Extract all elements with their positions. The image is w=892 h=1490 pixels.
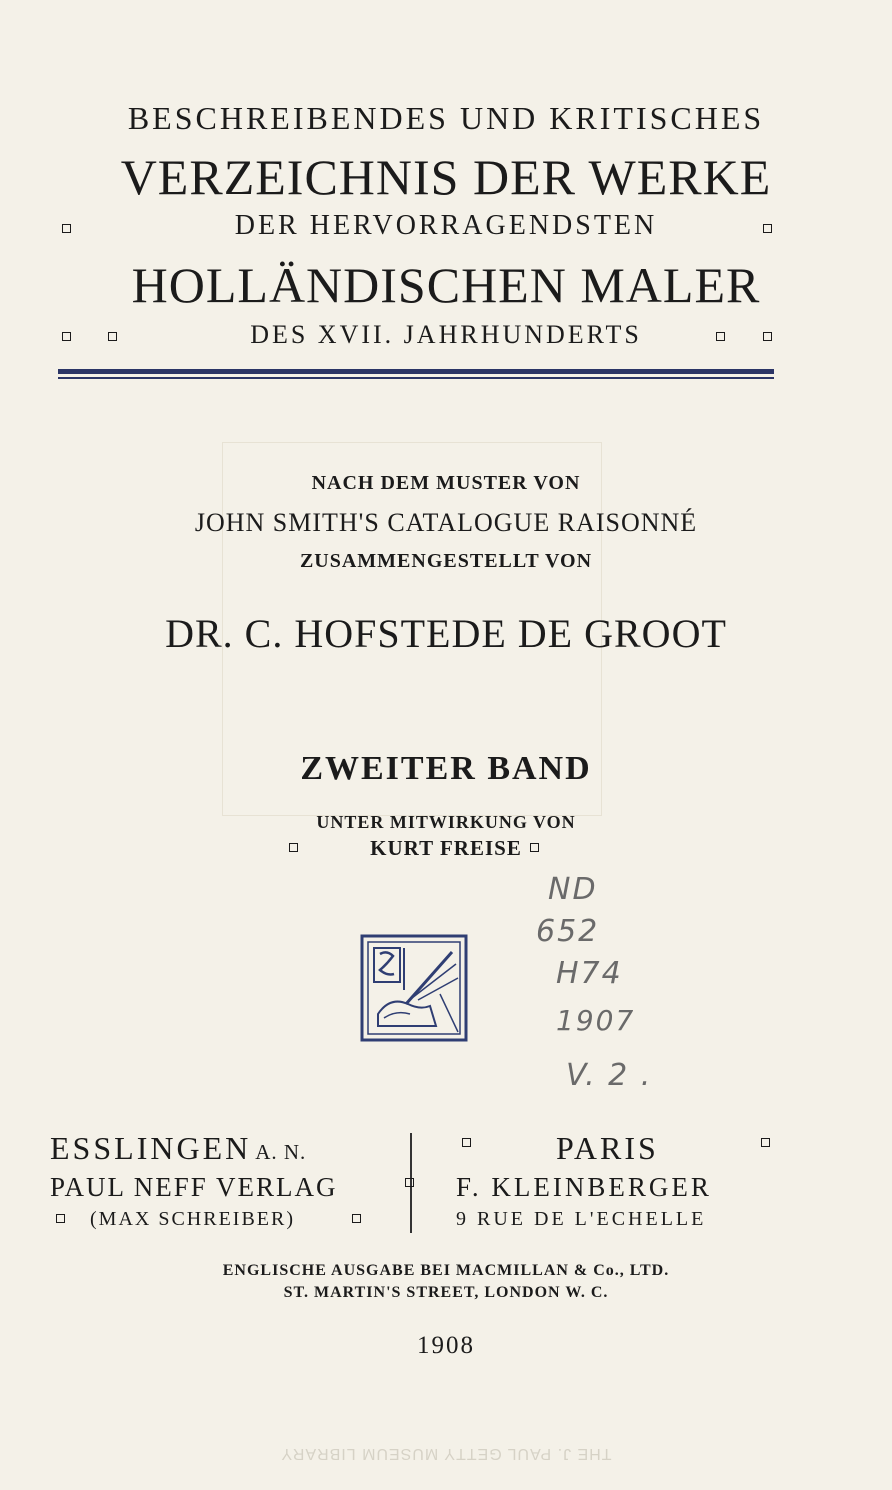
publisher-right-firm: F. KLEINBERGER bbox=[456, 1172, 712, 1202]
english-edition-line-1: ENGLISCHE AUSGABE BEI MACMILLAN & Co., LTD. bbox=[222, 1262, 670, 1279]
handwritten-callnumber-2: 652 bbox=[536, 914, 600, 949]
publisher-left-city-row bbox=[50, 1130, 306, 1167]
publication-year: 1908 bbox=[417, 1332, 475, 1359]
author-name: DR. C. HOFSTEDE DE GROOT bbox=[165, 611, 727, 656]
publisher-device-icon bbox=[360, 934, 468, 1042]
title-rule-thick bbox=[58, 369, 774, 374]
publisher-right-address: 9 RUE DE L'ECHELLE bbox=[456, 1208, 707, 1230]
english-edition-line-2: ST. MARTIN'S STREET, LONDON W. C. bbox=[283, 1284, 609, 1301]
square-ornament-icon bbox=[763, 332, 772, 341]
handwritten-callnumber-5: V. 2 . bbox=[566, 1058, 653, 1093]
title-rule-thin bbox=[58, 377, 774, 379]
handwritten-callnumber-3: H74 bbox=[556, 956, 623, 991]
collaboration-line: UNTER MITWIRKUNG VON bbox=[316, 812, 576, 832]
publisher-left-owner: (MAX SCHREIBER) bbox=[90, 1208, 296, 1230]
source-catalogue: JOHN SMITH'S CATALOGUE RAISONNÉ bbox=[194, 508, 698, 537]
collaborator-name: KURT FREISE bbox=[370, 836, 522, 860]
square-ornament-icon bbox=[761, 1138, 770, 1147]
square-ornament-icon bbox=[405, 1178, 414, 1187]
handwritten-callnumber-4: 1907 bbox=[556, 1004, 636, 1037]
title-line-2: VERZEICHNIS DER WERKE bbox=[120, 149, 772, 205]
square-ornament-icon bbox=[56, 1214, 65, 1223]
publisher-right-city: PARIS bbox=[556, 1130, 659, 1166]
square-ornament-icon bbox=[352, 1214, 361, 1223]
title-line-4: HOLLÄNDISCHEN MALER bbox=[131, 257, 761, 313]
model-line: NACH DEM MUSTER VON bbox=[311, 472, 581, 494]
publisher-left-city: ESSLINGEN bbox=[50, 1130, 252, 1166]
title-line-1: BESCHREIBENDES UND KRITISCHES bbox=[127, 100, 765, 136]
square-ornament-icon bbox=[530, 843, 539, 852]
square-ornament-icon bbox=[763, 224, 772, 233]
publisher-left-city-suffix: A. N. bbox=[255, 1140, 307, 1164]
title-line-5: DES XVII. JAHRHUNDERTS bbox=[250, 320, 642, 349]
square-ornament-icon bbox=[716, 332, 725, 341]
title-line-3: DER HERVORRAGENDSTEN bbox=[234, 210, 658, 241]
volume-label: ZWEITER BAND bbox=[300, 750, 592, 787]
publisher-left-firm: PAUL NEFF VERLAG bbox=[50, 1172, 338, 1202]
square-ornament-icon bbox=[462, 1138, 471, 1147]
bleed-through-stamp: THE J. PAUL GETTY MUSEUM LIBRARY bbox=[280, 1445, 612, 1462]
compiled-by-line: ZUSAMMENGESTELLT VON bbox=[299, 550, 593, 572]
handwritten-callnumber-1: ND bbox=[548, 872, 598, 907]
